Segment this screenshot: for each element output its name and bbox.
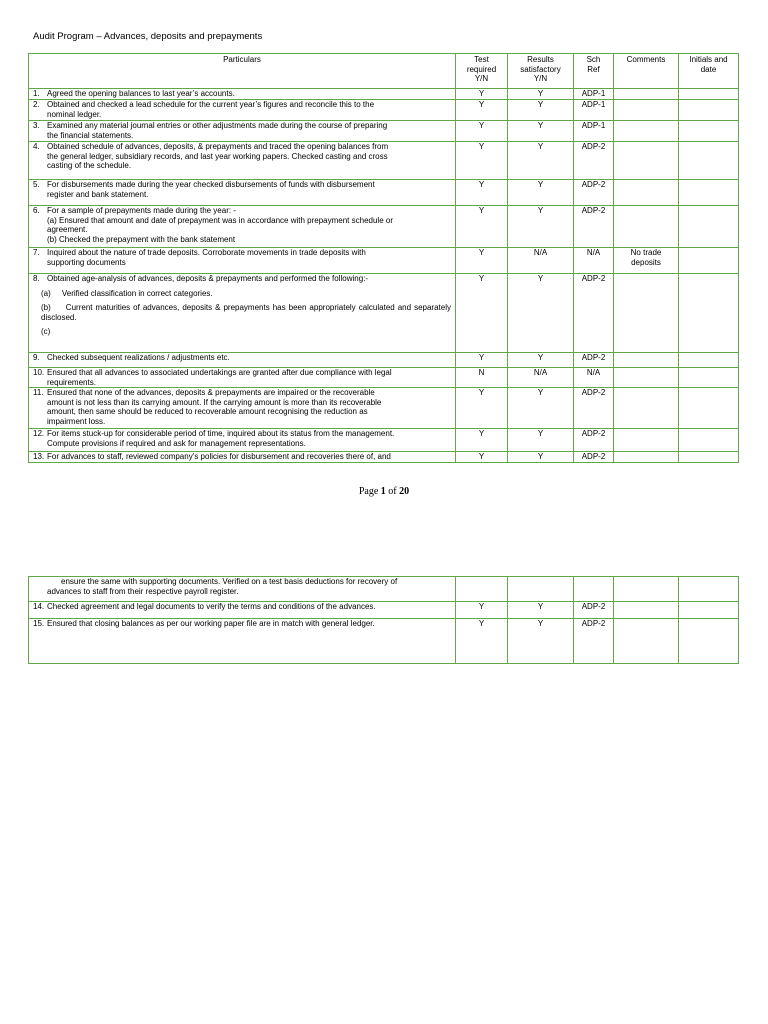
- results-cell: [508, 577, 574, 602]
- sub-item-text: (a) Verified classification in correct categories.: [41, 288, 213, 298]
- particulars-text: Agreed the opening balances to last year’s accounts.: [47, 89, 235, 98]
- table-row: [29, 121, 739, 142]
- particulars-text: Examined any material journal entries or other adjustments made during the course of preparing: [47, 121, 388, 130]
- header-particulars: Particulars: [29, 54, 456, 89]
- particulars-text: agreement.: [47, 225, 88, 235]
- table-row: [29, 388, 739, 429]
- particulars-cell: [29, 577, 456, 602]
- results-cell: Y: [508, 388, 574, 429]
- test-required-cell: Y: [456, 206, 508, 248]
- particulars-text: (a) Ensured that amount and date of prepayment was in accordance with prepayment schedule or: [47, 215, 393, 225]
- particulars-cell: [29, 142, 456, 180]
- test-required-cell: Y: [456, 121, 508, 142]
- particulars-text: Checked subsequent realizations / adjustments etc.: [47, 353, 230, 362]
- test-required-cell: Y: [456, 142, 508, 180]
- header-comments: Comments: [614, 54, 679, 89]
- particulars-text: For items stuck-up for considerable period of time, inquired about its status from the management.: [47, 429, 395, 439]
- item-number: 10.: [33, 368, 45, 377]
- results-cell: Y: [508, 619, 574, 664]
- item-number: 11.: [33, 388, 44, 398]
- particulars-text: Inquired about the nature of trade deposits. Corroborate movements in trade deposits with: [47, 248, 366, 257]
- header-test-required: Test required Y/N: [456, 54, 508, 89]
- particulars-cell: [29, 368, 456, 388]
- test-required-cell: Y: [456, 89, 508, 100]
- comments-cell: No trade deposits: [614, 248, 679, 274]
- header-results-satisfactory: Results satisfactory Y/N: [508, 54, 574, 89]
- particulars-text: Compute provisions if required and ask for management representations.: [47, 438, 306, 448]
- results-cell: Y: [508, 429, 574, 452]
- results-cell: Y: [508, 452, 574, 463]
- particulars-cell: [29, 180, 456, 206]
- initials-cell: [679, 142, 739, 180]
- item-number: 4.: [33, 142, 40, 151]
- item-number: 7.: [33, 248, 40, 257]
- sch-ref-cell: ADP-2: [574, 388, 614, 429]
- particulars-cell: [29, 100, 456, 121]
- results-cell: Y: [508, 274, 574, 353]
- initials-cell: [679, 577, 739, 602]
- comments-cell: [614, 206, 679, 248]
- test-required-cell: N: [456, 368, 508, 388]
- particulars-text: the financial statements.: [47, 130, 134, 140]
- item-number: 2.: [33, 100, 40, 109]
- document-title: Audit Program – Advances, deposits and prepayments: [33, 31, 263, 42]
- initials-cell: [679, 602, 739, 619]
- particulars-cell: [29, 388, 456, 429]
- initials-cell: [679, 100, 739, 121]
- comments-cell: [614, 142, 679, 180]
- test-required-cell: Y: [456, 274, 508, 353]
- header-sch-ref: Sch Ref: [574, 54, 614, 89]
- sch-ref-cell: ADP-1: [574, 121, 614, 142]
- table-row: [29, 368, 739, 388]
- particulars-text: requirements.: [47, 377, 96, 387]
- sch-ref-cell: ADP-1: [574, 89, 614, 100]
- table-header-row: [29, 54, 739, 89]
- item-number: 6.: [33, 206, 40, 215]
- test-required-cell: Y: [456, 452, 508, 463]
- item-number: 14.: [33, 602, 45, 611]
- test-required-cell: Y: [456, 248, 508, 274]
- table-row: [29, 180, 739, 206]
- particulars-text: Obtained schedule of advances, deposits, & prepayments and traced the opening balances from: [47, 142, 389, 151]
- sch-ref-cell: N/A: [574, 368, 614, 388]
- sch-ref-cell: ADP-2: [574, 142, 614, 180]
- table-row: [29, 100, 739, 121]
- results-cell: Y: [508, 100, 574, 121]
- particulars-text: the general ledger, subsidiary records, and last year working papers. Checked casting and cross: [47, 151, 388, 161]
- particulars-text: Obtained and checked a lead schedule for the current year’s figures and reconcile this to the: [47, 100, 375, 109]
- item-number: 3.: [33, 121, 40, 130]
- sch-ref-cell: ADP-2: [574, 274, 614, 353]
- comments-cell: [614, 368, 679, 388]
- initials-cell: [679, 89, 739, 100]
- sch-ref-cell: ADP-2: [574, 429, 614, 452]
- particulars-cell: [29, 121, 456, 142]
- table-row: [29, 89, 739, 100]
- particulars-text: Ensured that none of the advances, deposits & prepayments are impaired or the recoverable: [47, 388, 375, 398]
- comments-cell: [614, 89, 679, 100]
- test-required-cell: Y: [456, 429, 508, 452]
- sch-ref-cell: [574, 577, 614, 602]
- initials-cell: [679, 429, 739, 452]
- comments-cell: [614, 274, 679, 353]
- header-initials-date: Initials and date: [679, 54, 739, 89]
- item-number: 15.: [33, 619, 45, 628]
- particulars-text: Checked agreement and legal documents to verify the terms and conditions of the advances.: [47, 602, 376, 611]
- initials-cell: [679, 353, 739, 368]
- table-row: [29, 577, 739, 602]
- table-row: [29, 274, 739, 353]
- particulars-text: Ensured that all advances to associated undertakings are granted after due compliance with legal: [47, 368, 392, 377]
- particulars-text: impairment loss.: [47, 416, 106, 426]
- particulars-cell: [29, 206, 456, 248]
- item-number: 12.: [33, 429, 45, 439]
- comments-cell: [614, 100, 679, 121]
- particulars-cell: [29, 602, 456, 619]
- initials-cell: [679, 388, 739, 429]
- particulars-text: casting of the schedule.: [47, 161, 132, 171]
- sch-ref-cell: ADP-2: [574, 353, 614, 368]
- initials-cell: [679, 180, 739, 206]
- particulars-cell: [29, 248, 456, 274]
- sch-ref-cell: ADP-2: [574, 452, 614, 463]
- comments-cell: [614, 577, 679, 602]
- particulars-text: Ensured that closing balances as per our working paper file are in match with general ledger.: [47, 619, 375, 628]
- table-row: [29, 142, 739, 180]
- particulars-text: register and bank statement.: [47, 189, 149, 199]
- sch-ref-cell: ADP-1: [574, 100, 614, 121]
- particulars-text: advances to staff from their respective payroll register.: [47, 586, 239, 596]
- particulars-cell: [29, 429, 456, 452]
- comments-cell: [614, 180, 679, 206]
- initials-cell: [679, 274, 739, 353]
- particulars-text: amount is not less than its carrying amount. If the carrying amount is more than its recoverable: [47, 397, 382, 407]
- comments-cell: [614, 619, 679, 664]
- comments-cell: [614, 452, 679, 463]
- particulars-cell: [29, 452, 456, 463]
- particulars-text: supporting documents: [47, 257, 126, 267]
- table-row: [29, 602, 739, 619]
- test-required-cell: [456, 577, 508, 602]
- particulars-cell: [29, 274, 456, 353]
- results-cell: Y: [508, 142, 574, 180]
- table-row: [29, 452, 739, 463]
- results-cell: Y: [508, 180, 574, 206]
- comments-cell: [614, 429, 679, 452]
- sch-ref-cell: ADP-2: [574, 602, 614, 619]
- comments-cell: [614, 353, 679, 368]
- comments-cell: [614, 388, 679, 429]
- item-number: 1.: [33, 89, 40, 98]
- comments-cell: [614, 602, 679, 619]
- item-number: 9.: [33, 353, 40, 362]
- particulars-cell: [29, 619, 456, 664]
- audit-program-table-continued: [28, 576, 739, 664]
- particulars-text: For disbursements made during the year checked disbursements of funds with disbursement: [47, 180, 375, 189]
- test-required-cell: Y: [456, 353, 508, 368]
- table-row: [29, 353, 739, 368]
- sch-ref-cell: N/A: [574, 248, 614, 274]
- particulars-text: Obtained age-analysis of advances, deposits & prepayments and performed the following:-: [47, 274, 369, 283]
- item-number: 13.: [33, 452, 45, 462]
- particulars-text: amount, then same should be reduced to recoverable amount recognising the reduction as: [47, 407, 368, 417]
- results-cell: Y: [508, 121, 574, 142]
- test-required-cell: Y: [456, 100, 508, 121]
- results-cell: Y: [508, 602, 574, 619]
- sub-item-text: (b) Current maturities of advances, deposits & prepayments has been appropriately calculated and separately disclosed.: [41, 303, 454, 322]
- results-cell: Y: [508, 353, 574, 368]
- item-number: 5.: [33, 180, 40, 189]
- results-cell: Y: [508, 206, 574, 248]
- sub-item-text: (c): [41, 327, 51, 337]
- initials-cell: [679, 121, 739, 142]
- test-required-cell: Y: [456, 180, 508, 206]
- particulars-cell: [29, 353, 456, 368]
- initials-cell: [679, 368, 739, 388]
- particulars-text: ensure the same with supporting documents. Verified on a test basis deductions for recovery of: [61, 577, 398, 586]
- sch-ref-cell: ADP-2: [574, 206, 614, 248]
- initials-cell: [679, 206, 739, 248]
- page-number: Page 1 of 20: [358, 486, 410, 497]
- table-row: [29, 206, 739, 248]
- results-cell: N/A: [508, 368, 574, 388]
- results-cell: N/A: [508, 248, 574, 274]
- sch-ref-cell: ADP-2: [574, 619, 614, 664]
- test-required-cell: Y: [456, 602, 508, 619]
- particulars-cell: [29, 89, 456, 100]
- particulars-text: (b) Checked the prepayment with the bank statement: [47, 234, 236, 244]
- comments-cell: [614, 121, 679, 142]
- particulars-text: For advances to staff, reviewed company’s policies for disbursement and recoveries there of, and: [47, 452, 391, 462]
- test-required-cell: Y: [456, 619, 508, 664]
- audit-program-table: [28, 53, 739, 463]
- item-number: 8.: [33, 274, 40, 283]
- sch-ref-cell: ADP-2: [574, 180, 614, 206]
- test-required-cell: Y: [456, 388, 508, 429]
- initials-cell: [679, 619, 739, 664]
- table-row: [29, 429, 739, 452]
- particulars-text: For a sample of prepayments made during the year: -: [47, 206, 236, 215]
- particulars-text: nominal ledger.: [47, 109, 102, 119]
- table-row: [29, 619, 739, 664]
- initials-cell: [679, 452, 739, 463]
- results-cell: Y: [508, 89, 574, 100]
- table-row: [29, 248, 739, 274]
- initials-cell: [679, 248, 739, 274]
